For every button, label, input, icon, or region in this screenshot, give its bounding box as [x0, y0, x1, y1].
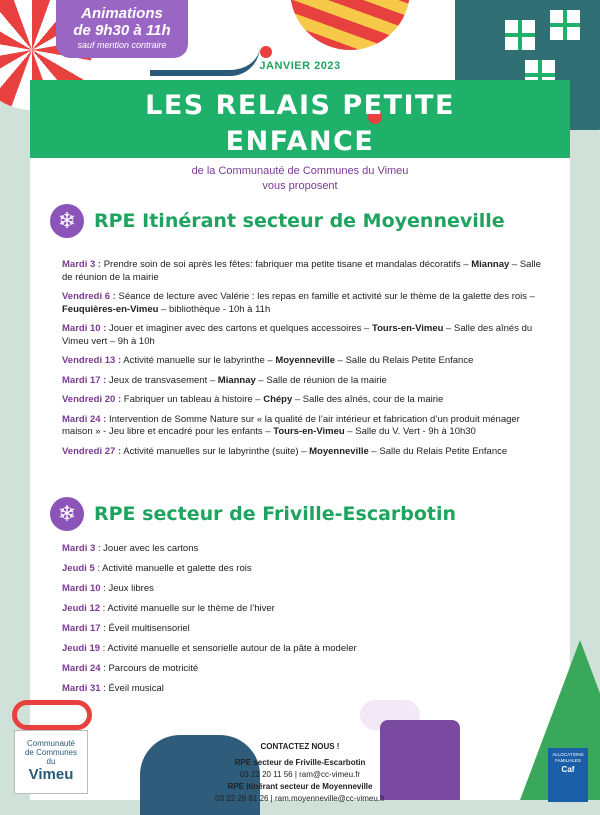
gift-icon	[505, 20, 535, 50]
item-location: Tours-en-Vimeu	[371, 323, 444, 334]
ribbon-decoration	[12, 700, 92, 730]
item-date: Mardi 3	[62, 543, 96, 554]
item-date: Vendredi 20 :	[62, 394, 122, 405]
item-date: Mardi 10 :	[62, 323, 107, 334]
item-text: : Parcours de motricité	[100, 663, 199, 674]
caf-text-3: Caf	[561, 765, 575, 774]
list-item	[62, 414, 547, 439]
item-date: Vendredi 6 :	[62, 291, 116, 302]
list-item	[62, 623, 547, 636]
item-location: Tours-en-Vimeu	[273, 426, 345, 437]
list-item	[62, 643, 547, 656]
item-date: Mardi 24	[62, 663, 101, 674]
schedule-badge	[56, 0, 188, 58]
list-item	[62, 291, 547, 316]
item-date: Jeudi 5	[62, 563, 95, 574]
list-item	[62, 583, 547, 596]
item-text: : Jouer avec les cartons	[95, 543, 199, 554]
list-item	[62, 355, 547, 368]
item-details: – bibliothèque - 10h à 11h	[158, 303, 271, 315]
contact-rpe2-details[interactable]: 03 22 28 81 26 | ram.moyenneville@cc-vimeu.fr	[215, 794, 385, 803]
title-line1: LES RELAIS PETITE	[145, 90, 455, 121]
snowflake-icon: ❄	[50, 204, 84, 238]
list-item	[62, 259, 547, 284]
item-text: : Activité manuelle et sensorielle autour de la pâte à modeler	[100, 643, 357, 654]
snowflake-icon: ❄	[50, 497, 84, 531]
item-date: Jeudi 19	[62, 643, 101, 654]
logo-text-4: Vimeu	[28, 766, 74, 783]
section2-header	[50, 497, 456, 531]
item-text: : Jeux libres	[100, 583, 154, 594]
gift-icon	[550, 10, 580, 40]
item-date: Jeudi 12	[62, 603, 101, 614]
list-item	[62, 603, 547, 616]
item-date: Mardi 3 :	[62, 259, 102, 270]
subtitle-line2: vous proposent	[262, 180, 338, 192]
item-date: Mardi 31	[62, 683, 101, 694]
badge-line2: de 9h30 à 11h	[73, 22, 171, 39]
list-item	[62, 683, 547, 696]
item-date: Vendredi 27 :	[62, 445, 122, 457]
title-line2: ENFANCE	[225, 126, 375, 157]
list-item	[62, 446, 547, 459]
contact-rpe2: RPE itinérant secteur de Moyenneville	[227, 782, 373, 791]
item-text: : Activité manuelle et galette des rois	[94, 563, 252, 574]
item-date: Mardi 17	[62, 623, 101, 634]
item-text: : Éveil musical	[100, 683, 164, 694]
logo-text-2: de Communes	[24, 748, 78, 757]
item-details: – Salle de réunion de la mairie	[62, 259, 541, 283]
list-item	[62, 663, 547, 676]
ccv-logo	[14, 730, 88, 794]
item-text: Intervention de Somme Nature sur « la qualité de l’air intérieur et fabrication d’un produit ménager maison » - Jeu libre et encadré pour les enfants –	[62, 413, 520, 437]
item-date: Vendredi 13 :	[62, 355, 122, 366]
item-details: – Salle des aînés, cour de la mairie	[292, 394, 444, 405]
item-location: Chépy	[263, 394, 293, 405]
list-item	[62, 563, 547, 576]
section1-list	[62, 259, 547, 465]
item-location: Moyenneville	[309, 445, 369, 457]
item-text: Prendre soin de soi après les fêtes: fabriquer ma petite tisane et mandalas décoratifs –	[101, 259, 472, 270]
pompom-decoration	[260, 46, 272, 58]
list-item	[62, 543, 547, 556]
caf-logo	[548, 748, 588, 802]
item-text: Activité manuelle sur le labyrinthe –	[121, 355, 276, 366]
list-item	[62, 323, 547, 348]
item-text: Séance de lecture avec Valérie : les repas en famille et activité sur le thème de la galette des rois –	[115, 291, 535, 302]
badge-line1: Animations	[81, 5, 163, 22]
section1-title: RPE Itinérant secteur de Moyenneville	[94, 210, 505, 232]
item-location: Miannay	[217, 374, 256, 386]
item-text: Fabriquer un tableau à histoire –	[121, 394, 264, 405]
section2-list	[62, 543, 547, 703]
item-text: Jouer et imaginer avec des cartons et quelques accessoires –	[106, 323, 372, 334]
item-details: – Salle des aînés du Vimeu vert – 9h à 10h	[62, 323, 533, 347]
caf-text-2: FAMILIALES	[555, 758, 581, 763]
subtitle-line1: de la Communauté de Communes du Vimeu	[191, 165, 409, 177]
item-details: – Salle du V. Vert - 9h à 10h30	[344, 426, 476, 437]
item-date: Mardi 17 :	[62, 374, 107, 386]
item-text: Jeux de transvasement –	[106, 374, 218, 386]
contact-block	[170, 741, 430, 805]
item-location: Moyenneville	[275, 355, 336, 366]
item-details: – Salle de réunion de la mairie	[255, 374, 387, 386]
item-text: : Éveil multisensoriel	[100, 623, 190, 634]
logo-text-3: du	[46, 757, 56, 766]
page-title	[30, 88, 570, 160]
logo-text-1: Communauté	[26, 739, 76, 748]
item-date: Mardi 10	[62, 583, 101, 594]
contact-title: CONTACTEZ NOUS !	[260, 742, 340, 751]
item-location: Feuquières-en-Vimeu	[62, 303, 159, 315]
item-location: Miannay	[471, 259, 510, 270]
contact-rpe1: RPE secteur de Friville-Escarbotin	[234, 758, 366, 767]
section1-header	[50, 204, 505, 238]
list-item	[62, 375, 547, 388]
section2-title: RPE secteur de Friville-Escarbotin	[94, 503, 457, 525]
list-item	[62, 394, 547, 407]
badge-line3: sauf mention contraire	[77, 40, 167, 50]
month-label: JANVIER 2023	[259, 60, 341, 72]
contact-rpe1-details[interactable]: 03 22 20 11 56 | ram@cc-vimeu.fr	[239, 770, 361, 779]
item-text: Activité manuelles sur le labyrinthe (suite) –	[121, 445, 310, 457]
item-details: – Salle du Relais Petite Enfance	[368, 445, 508, 457]
caf-text-1: ALLOCATIONS	[552, 752, 584, 757]
item-date: Mardi 24 :	[62, 413, 107, 425]
item-details: – Salle du Relais Petite Enfance	[335, 355, 474, 366]
subtitle	[0, 164, 600, 194]
item-text: : Activité manuelle sur le thème de l’hiver	[100, 603, 275, 614]
